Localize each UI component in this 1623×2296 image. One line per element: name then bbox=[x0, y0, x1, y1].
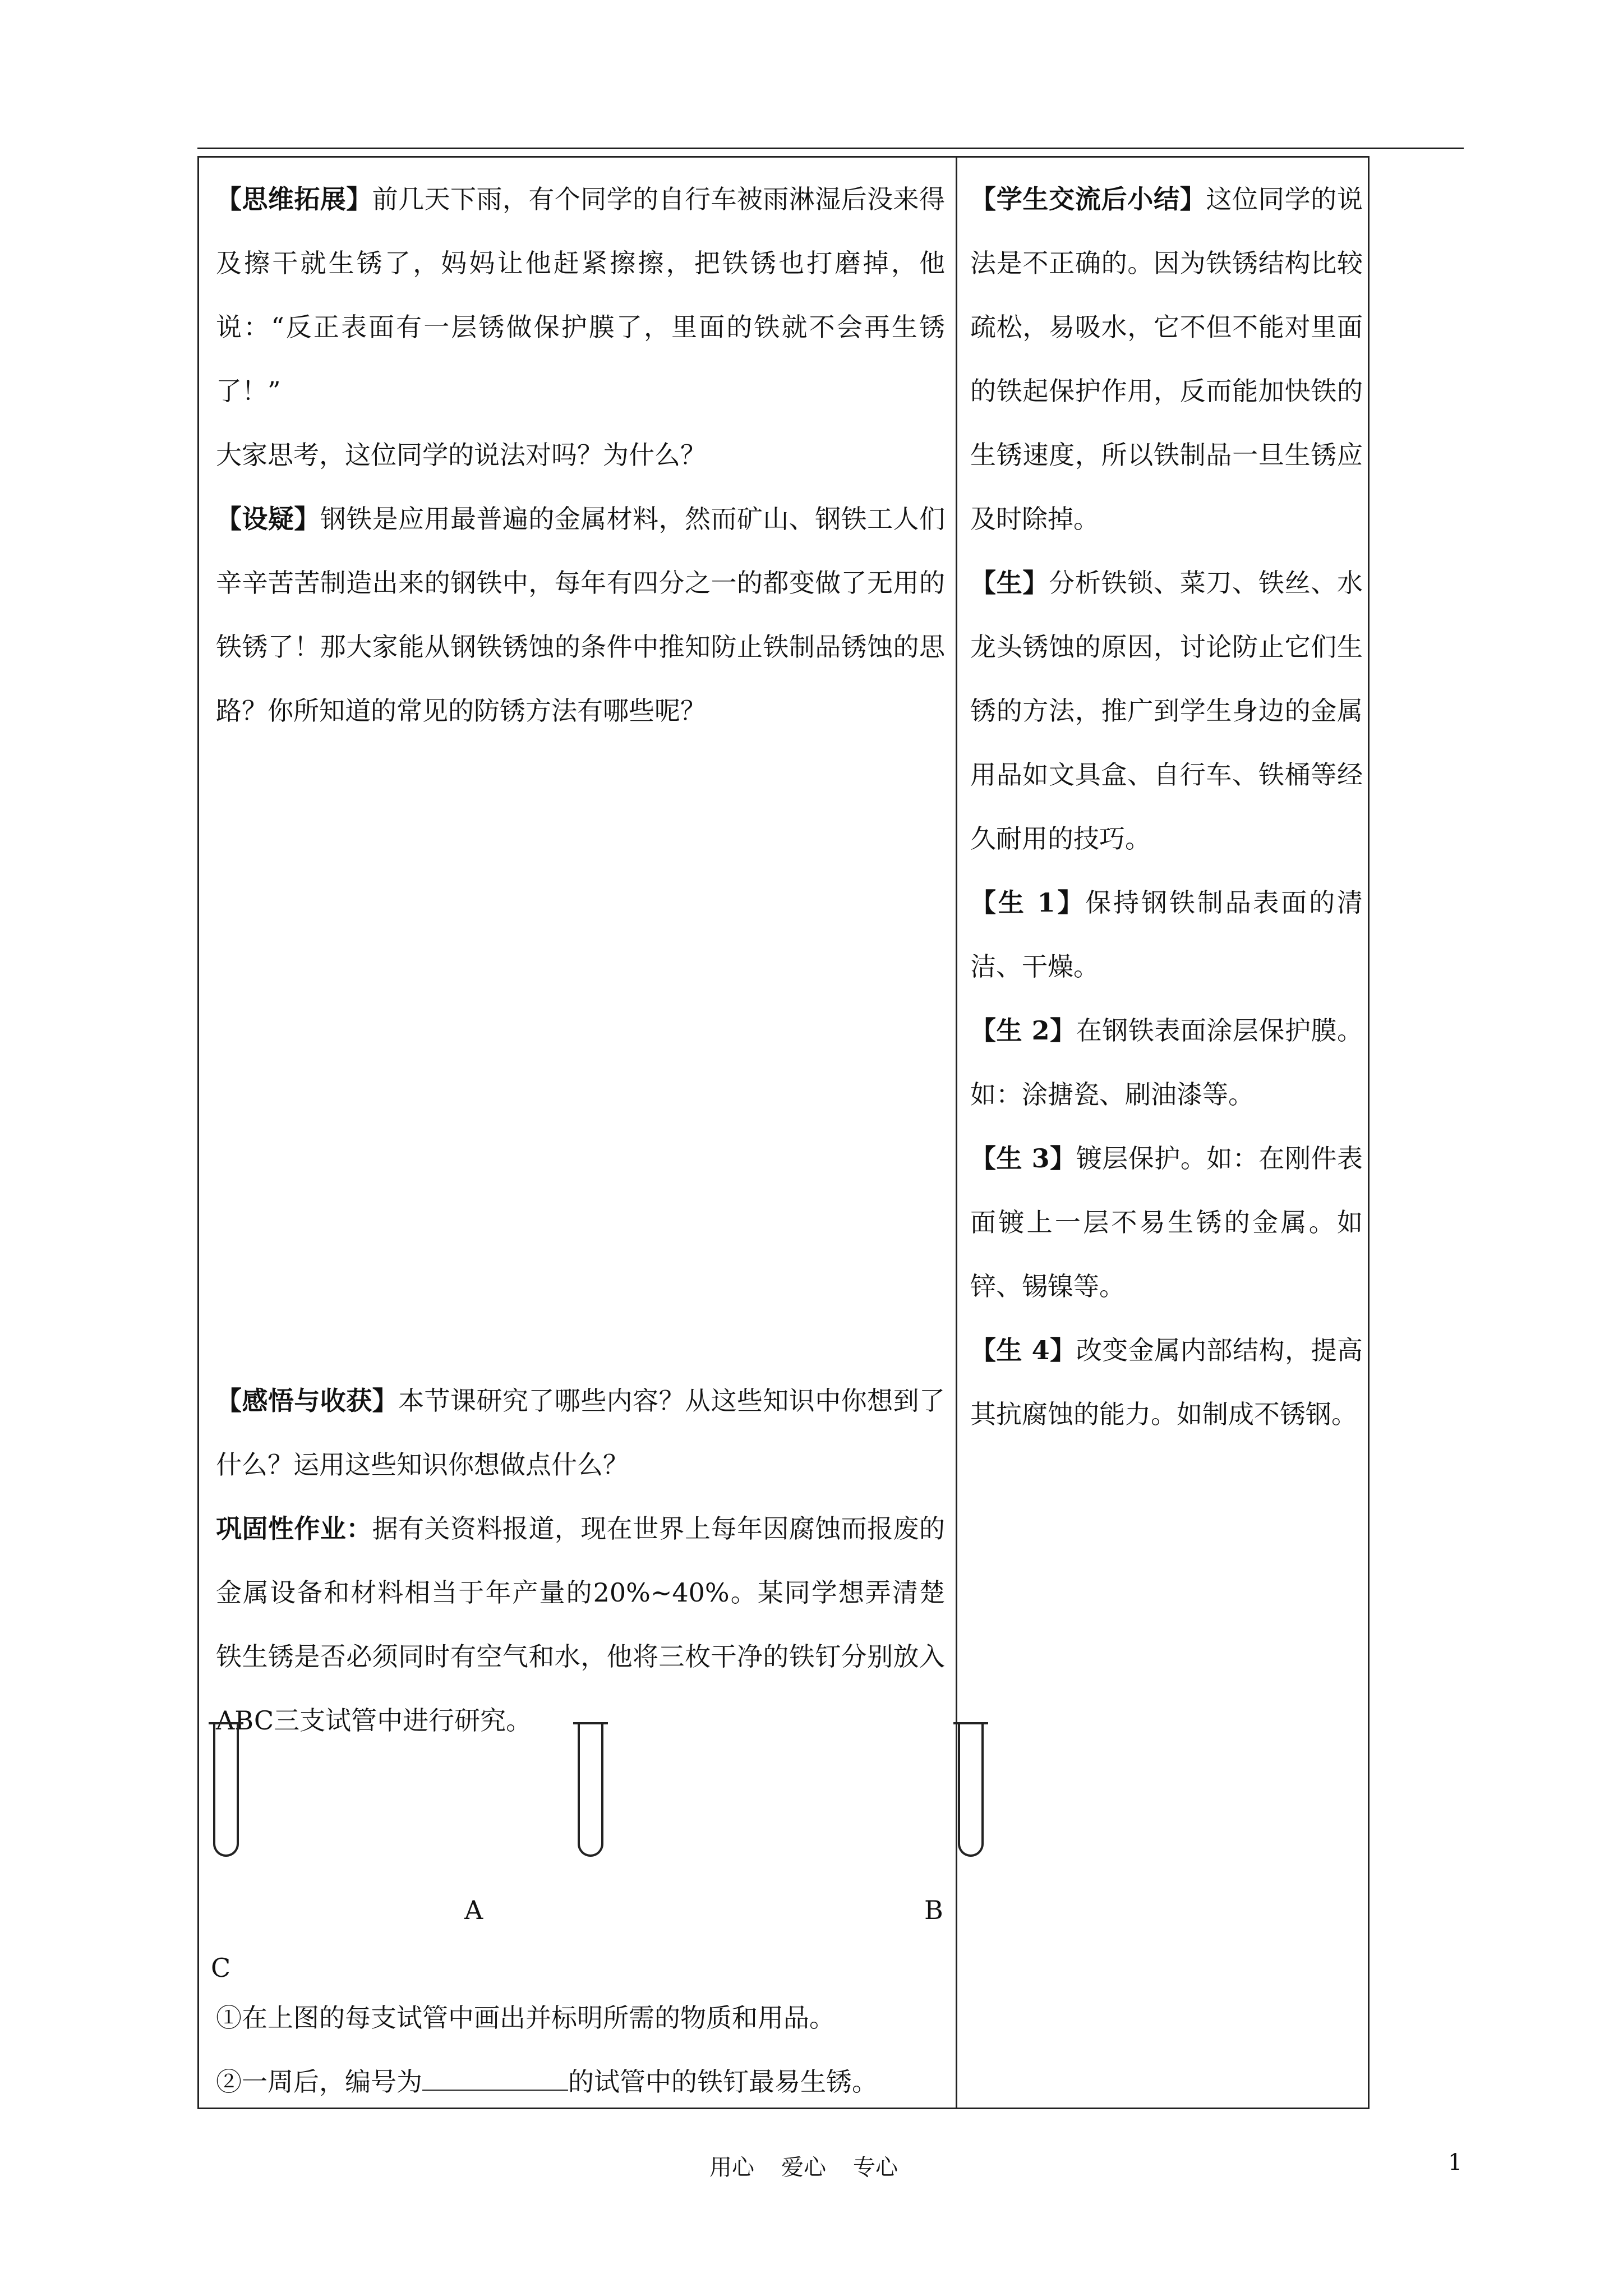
student-1-text: 保持钢铁制品表面的清洁、干燥。 bbox=[970, 887, 1363, 982]
question-2 bbox=[216, 2050, 945, 2114]
test-tube-a-icon bbox=[213, 1722, 239, 1857]
header-rule bbox=[197, 148, 1464, 149]
tube-label-b: B bbox=[924, 1895, 943, 1925]
student-tag: 【生】 bbox=[970, 568, 1049, 598]
footer-word-1: 用心 bbox=[709, 2155, 754, 2180]
doubt-paragraph bbox=[216, 487, 945, 743]
student-1-paragraph bbox=[970, 871, 1363, 999]
question-2-after: 的试管中的铁钉最易生锈。 bbox=[568, 2067, 878, 2097]
doubt-tag: 【设疑】 bbox=[216, 504, 320, 534]
homework-text: 据有关资料报道，现在世界上每年因腐蚀而报废的金属设备和材料相当于年产量的20%~40%。某同学想弄清楚铁生锈是否必须同时有空气和水，他将三枚干净的铁钉分别放入ABC三支试管中进行研究。 bbox=[216, 1513, 946, 1736]
page-number: 1 bbox=[1448, 2150, 1463, 2175]
homework-paragraph bbox=[216, 1497, 945, 1752]
footer-word-2: 爱心 bbox=[781, 2155, 826, 2180]
reflection-tag: 【感悟与收获】 bbox=[216, 1386, 399, 1416]
question-paragraph: 大家思考，这位同学的说法对吗？为什么？ bbox=[216, 440, 706, 470]
tube-label-c: C bbox=[211, 1953, 231, 1983]
thinking-extension-paragraph bbox=[216, 167, 945, 423]
questions-block bbox=[216, 1986, 945, 2114]
thinking-extension-text: 前几天下雨，有个同学的自行车被雨淋湿后没来得及擦干就生锈了，妈妈让他赶紧擦擦，把铁锈也打磨掉，他说：“反正表面有一层锈做保护膜了，里面的铁就不会再生锈了！” bbox=[216, 184, 946, 406]
answer-blank bbox=[422, 2067, 568, 2091]
student-2-tag: 【生 2】 bbox=[970, 1015, 1076, 1046]
homework-tag: 巩固性作业： bbox=[216, 1513, 372, 1544]
footer-word-3: 专心 bbox=[853, 2155, 898, 2180]
tube-label-a: A bbox=[464, 1895, 483, 1925]
test-tube-b-icon bbox=[578, 1722, 603, 1857]
student-3-tag: 【生 3】 bbox=[970, 1143, 1076, 1174]
column-divider bbox=[956, 156, 957, 2109]
student-4-text: 改变金属内部结构，提高其抗腐蚀的能力。如制成不锈钢。 bbox=[970, 1335, 1363, 1429]
doubt-text: 钢铁是应用最普遍的金属材料，然而矿山、钢铁工人们辛辛苦苦制造出来的钢铁中，每年有四分之一的都变做了无用的铁锈了！那大家能从钢铁锈蚀的条件中推知防止铁制品锈蚀的思路？你所知道的常见的防锈方法有哪些呢？ bbox=[216, 504, 946, 726]
student-1-tag: 【生 1】 bbox=[970, 887, 1086, 918]
question-2-before: ②一周后，编号为 bbox=[216, 2067, 422, 2097]
left-column-lower bbox=[216, 1369, 945, 1752]
student-4-tag: 【生 4】 bbox=[970, 1335, 1076, 1365]
summary-paragraph bbox=[970, 167, 1363, 551]
thinking-extension-tag: 【思维拓展】 bbox=[216, 184, 372, 214]
footer-motto bbox=[709, 2150, 925, 2182]
student-3-text: 镀层保护。如：在刚件表面镀上一层不易生锈的金属。如锌、锡镍等。 bbox=[970, 1143, 1363, 1301]
student-3-paragraph bbox=[970, 1126, 1363, 1318]
right-column bbox=[970, 167, 1363, 1446]
student-text: 分析铁锁、菜刀、铁丝、水龙头锈蚀的原因，讨论防止它们生锈的方法，推广到学生身边的金属用品如文具盒、自行车、铁桶等经久耐用的技巧。 bbox=[970, 568, 1363, 854]
left-column bbox=[216, 167, 945, 743]
summary-text: 这位同学的说法是不正确的。因为铁锈结构比较疏松，易吸水，它不但不能对里面的铁起保护作用，反而能加快铁的生锈速度，所以铁制品一旦生锈应及时除掉。 bbox=[970, 184, 1363, 534]
student-2-paragraph bbox=[970, 999, 1363, 1126]
summary-tag: 【学生交流后小结】 bbox=[970, 184, 1206, 214]
student-4-paragraph bbox=[970, 1318, 1363, 1446]
reflection-text: 本节课研究了哪些内容？从这些知识中你想到了什么？运用这些知识你想做点什么？ bbox=[216, 1386, 946, 1480]
question-1: ①在上图的每支试管中画出并标明所需的物质和用品。 bbox=[216, 2003, 835, 2033]
student-2-text: 在钢铁表面涂层保护膜。如：涂搪瓷、刷油漆等。 bbox=[970, 1015, 1363, 1110]
test-tube-c-icon bbox=[958, 1722, 984, 1857]
student-paragraph bbox=[970, 551, 1363, 871]
reflection-paragraph bbox=[216, 1369, 945, 1497]
